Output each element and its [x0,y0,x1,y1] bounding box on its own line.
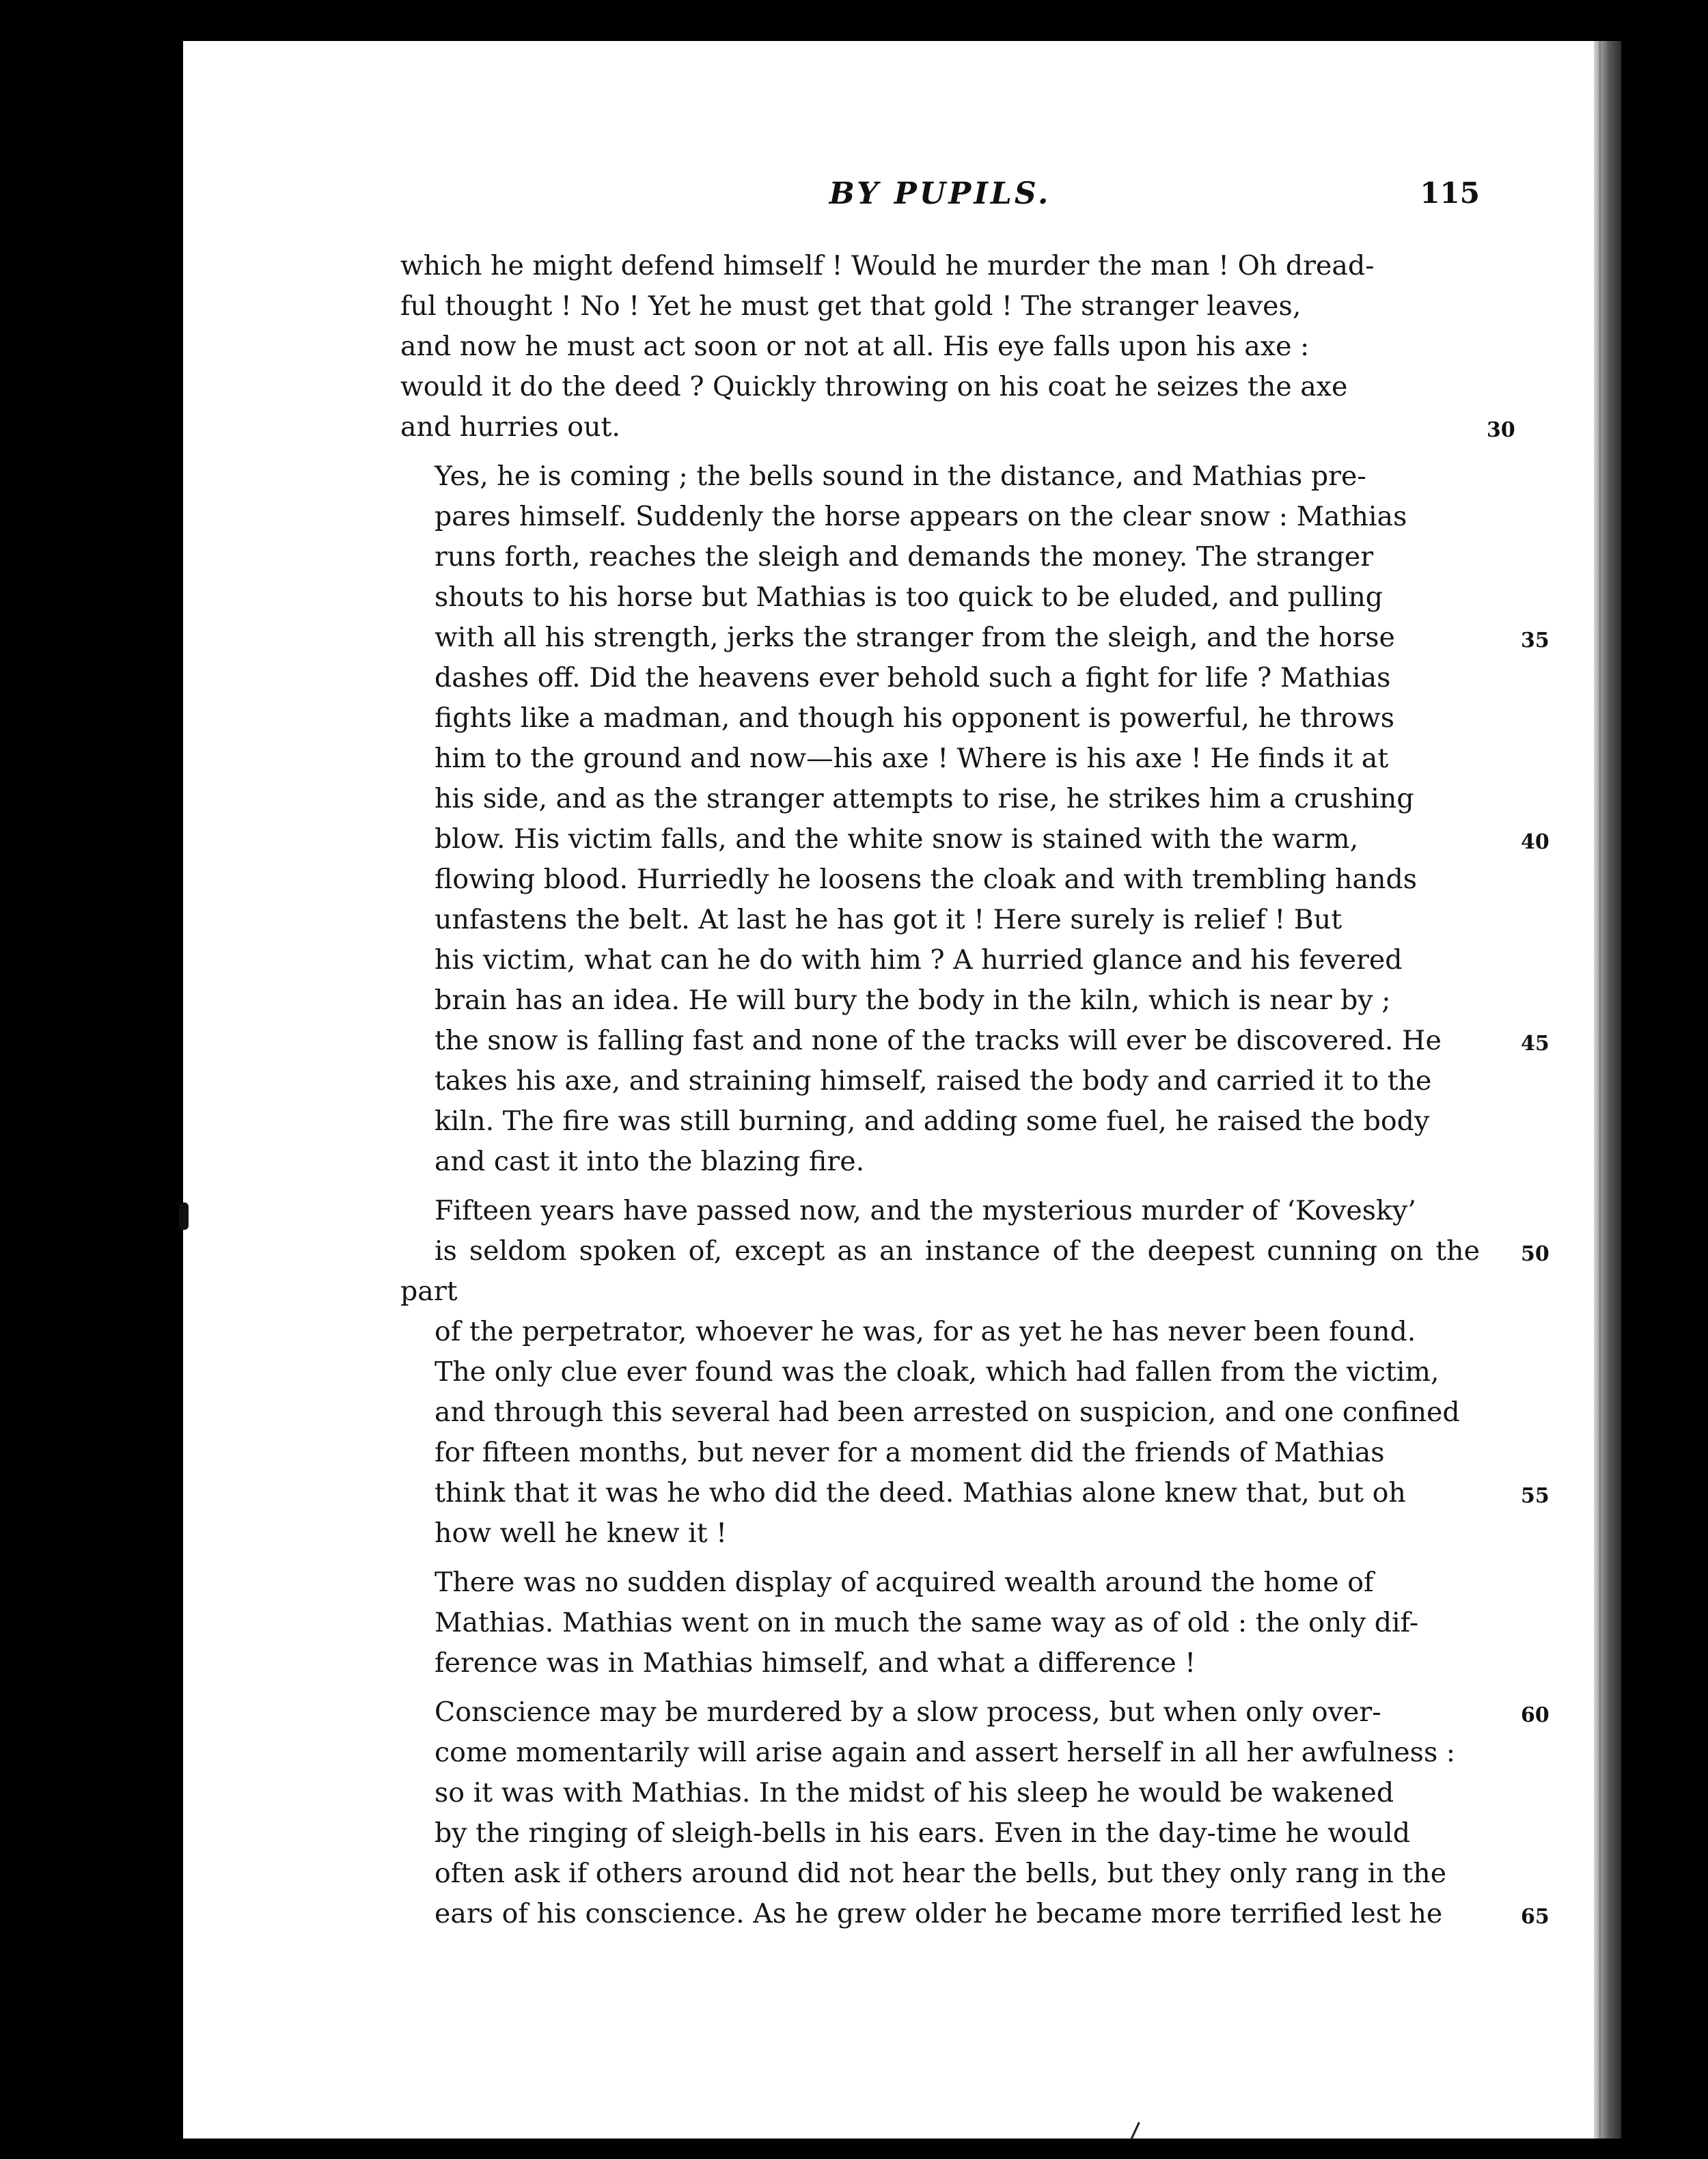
text-line: his side, and as the stranger attempts to rise, he strikes him a crushing [435,783,1414,814]
running-head: BY PUPILS. [829,176,1051,211]
text-line: Conscience may be murdered by a slow process, but when only over- 60 [400,1692,1480,1733]
page-edge-line [1599,41,1601,2139]
book-gutter-edge [1594,41,1621,2139]
text-line: Fifteen years have passed now, and the mysterious murder of ‘Kovesky’ [435,1195,1416,1226]
text-line: flowing blood. Hurriedly he loosens the cloak and with trembling hands [435,864,1418,895]
text-line: There was no sudden display of acquired wealth around the home of [435,1567,1374,1598]
text-line: come momentarily will arise again and assert herself in all her awfulness : [435,1737,1456,1768]
text-line: ears of his conscience. As he grew older he became more terrified lest he 65 [400,1894,1480,1934]
text-line: how well he knew it ! [435,1517,728,1549]
paragraph [400,1563,1480,1683]
text-line: pares himself. Suddenly the horse appears on the clear snow : Mathias [435,501,1407,532]
page-header [400,176,1480,217]
line-number: 40 [1521,830,1549,854]
body-text [400,246,1549,1943]
text-line: ful thought ! No ! Yet he must get that gold ! The stranger leaves, [400,290,1301,322]
text-line: and through this several had been arrested on suspicion, and one confined [435,1397,1460,1428]
paragraph [400,246,1515,448]
line-number: 35 [1521,629,1549,652]
text-line: shouts to his horse but Mathias is too quick to be eluded, and pulling [435,581,1383,613]
text-line: ference was in Mathias himself, and what a difference ! [435,1647,1196,1679]
text-line: and cast it into the blazing fire. [435,1146,865,1177]
paragraph [400,456,1549,1182]
text-line: is seldom spoken of, except as an instance of the deepest cunning on the part 50 [400,1235,1549,1307]
text-line: with all his strength, jerks the stranger from the sleigh, and the horse 35 [400,618,1480,658]
text-line: Yes, he is coming ; the bells sound in the distance, and Mathias pre- [435,460,1366,492]
page-number: 115 [1420,176,1480,210]
text-line: and now he must act soon or not at all. His eye falls upon his axe : [400,331,1310,362]
text-line: by the ringing of sleigh-bells in his ears. Even in the day-time he would [435,1817,1411,1849]
text-line: unfastens the belt. At last he has got it ! Here surely is relief ! But [435,904,1342,935]
text-line: kiln. The fire was still burning, and adding some fuel, he raised the body [435,1105,1430,1137]
text-line: fights like a madman, and though his opponent is powerful, he throws [435,702,1395,734]
text-line: think that it was he who did the deed. Mathias alone knew that, but oh 55 [400,1473,1480,1513]
text-line: would it do the deed ? Quickly throwing on his coat he seizes the axe [400,371,1348,402]
binding-mark [179,1202,189,1230]
text-line: so it was with Mathias. In the midst of his sleep he would be wakened [435,1777,1394,1809]
line-number: 65 [1521,1905,1549,1929]
text-line: takes his axe, and straining himself, raised the body and carried it to the [435,1065,1432,1097]
line-number: 30 [1487,418,1515,442]
line-number: 45 [1521,1032,1549,1056]
text-line: The only clue ever found was the cloak, which had fallen from the victim, [435,1356,1440,1388]
text-line: the snow is falling fast and none of the tracks will ever be discovered. He 45 [400,1021,1480,1061]
text-line: Mathias. Mathias went on in much the same way as of old : the only dif- [435,1607,1419,1638]
paragraph [400,1191,1549,1554]
text-line: for fifteen months, but never for a moment did the friends of Mathias [435,1437,1385,1468]
text-line: dashes off. Did the heavens ever behold such a fight for life ? Mathias [435,662,1391,693]
text-line: of the perpetrator, whoever he was, for as yet he has never been found. [435,1316,1416,1347]
text-line: runs forth, reaches the sleigh and demands the money. The stranger [435,541,1374,573]
text-line: brain has an idea. He will bury the body in the kiln, which is near by ; [435,985,1391,1016]
line-number: 55 [1521,1484,1549,1508]
text-line: blow. His victim falls, and the white snow is stained with the warm, 40 [400,819,1480,860]
line-number: 60 [1521,1703,1549,1727]
text-line: him to the ground and now—his axe ! Where is his axe ! He finds it at [435,743,1389,774]
text-line: his victim, what can he do with him ? A hurried glance and his fevered [435,944,1403,976]
text-line: and hurries out. 30 [400,407,1480,448]
paragraph [400,1692,1549,1934]
line-number: 50 [1521,1242,1549,1266]
text-line: which he might defend himself ! Would he murder the man ! Oh dread- [400,250,1375,281]
text-line: often ask if others around did not hear the bells, but they only rang in the [435,1858,1447,1889]
